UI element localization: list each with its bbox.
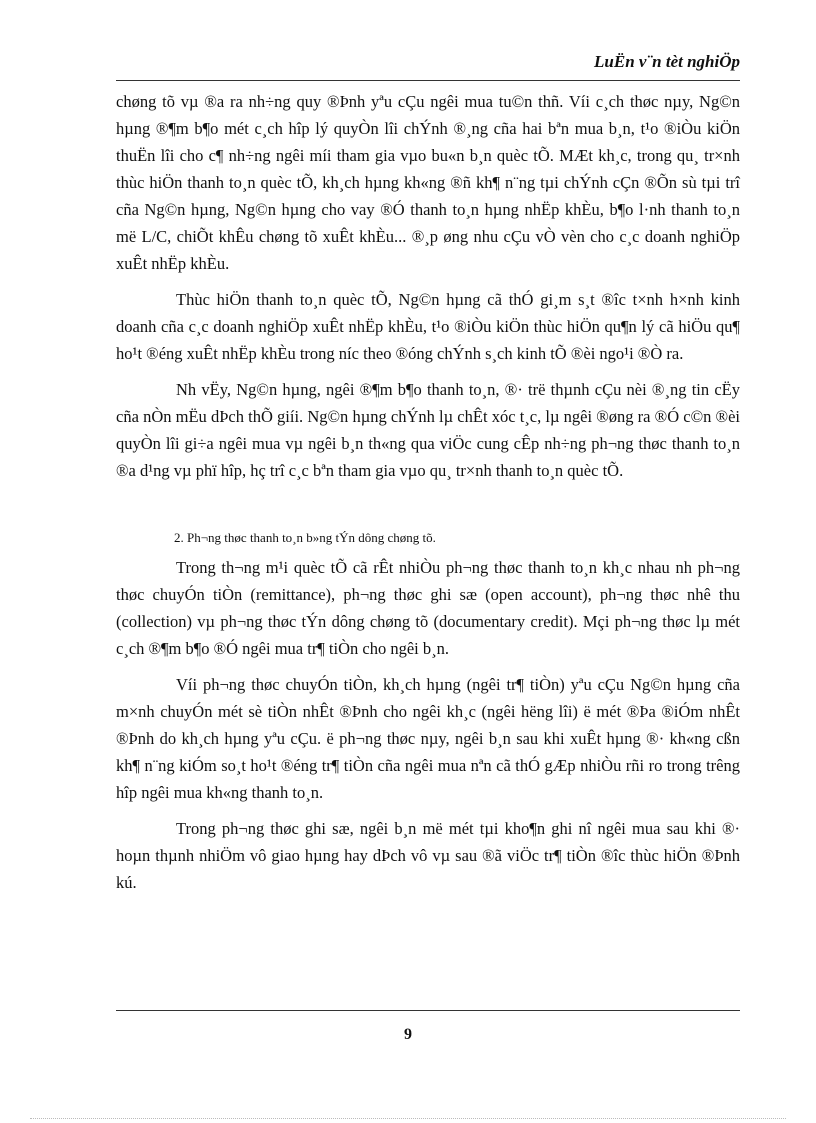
- header-rule: [116, 80, 740, 81]
- section-heading: 2. Ph¬ng thøc thanh to¸n b»ng tÝn dông chøng tõ.: [174, 530, 436, 545]
- page-edge-dotted-line: [30, 1118, 786, 1119]
- paragraph: Nh vËy, Ng©n hµng, ngêi ®¶m b¶o thanh to¸n, ®· trë thµnh cÇu nèi ®¸ng tin cËy cña nÒn mËu dÞch thÕ giíi. Ng©n hµng chÝnh lµ chÊt xóc t¸c, lµ ngêi ®øng ra ®Ó c©n ®èi quyÒn lîi gi÷a ngêi mua vµ ngêi b¸n th«ng qua viÖc cung cÊp nh÷ng ph¬ng thøc thanh to¸n ®a d¹ng vµ phï hîp, hç trî c¸c bªn tham gia vµo qu¸ tr×nh thanh to¸n quèc tÕ.: [116, 380, 740, 480]
- paragraph: Trong th¬ng m¹i quèc tÕ cã rÊt nhiÒu ph¬ng thøc thanh to¸n kh¸c nhau nh ph¬ng thøc chuyÓn tiÒn (remittance), ph¬ng thøc ghi sæ (open account), ph¬ng thøc nhê thu (collection) vµ ph¬ng thøc tÝn dông chøng tõ (documentary credit). Mçi ph¬ng thøc lµ mét c¸ch ®¶m b¶o ®Ó ngêi mua tr¶ tiÒn cho ngêi b¸n.: [116, 558, 740, 658]
- running-header: LuËn v¨n tèt nghiÖp: [594, 52, 740, 71]
- paragraph: Thùc hiÖn thanh to¸n quèc tÕ, Ng©n hµng cã thÓ gi¸m s¸t ®îc t×nh h×nh kinh doanh cña c¸c doanh nghiÖp xuÊt nhËp khÈu, t¹o ®iÒu kiÖn thùc hiÖn qu¶n lý cã hiÖu qu¶ ho¹t ®éng xuÊt nhËp khÈu trong níc theo ®óng chÝnh s¸ch kinh tÕ ®èi ngo¹i ®Ò ra.: [116, 290, 740, 363]
- paragraph: chøng tõ vµ ®a ra nh÷ng quy ®Þnh yªu cÇu ngêi mua tu©n thñ. Víi c¸ch thøc nµy, Ng©n hµng ®¶m b¶o mét c¸ch hîp lý quyÒn lîi chÝnh ®¸ng cña hai bªn mua b¸n, t¹o ®iÒu kiÖn thuËn lîi cho c¶ nh÷ng ngêi míi tham gia vµo bu«n b¸n quèc tÕ. MÆt kh¸c, trong qu¸ tr×nh thùc hiÖn thanh to¸n quèc tÕ, kh¸ch hµng kh«ng ®ñ kh¶ n¨ng tµi chÝnh cÇn ®Õn sù tµi trî cña Ng©n hµng, Ng©n hµng cho vay ®Ó thanh to¸n hµng nhËp khÈu, b¶o l·nh thanh to¸n më L/C, chiÕt khÊu chøng tõ xuÊt khÈu... ®¸p øng nhu cÇu vÒ vèn cho c¸c doanh nghiÖp xuÊt nhËp khÈu.: [116, 92, 740, 273]
- footer-rule: [116, 1010, 740, 1011]
- paragraph: Víi ph¬ng thøc chuyÓn tiÒn, kh¸ch hµng (ngêi tr¶ tiÒn) yªu cÇu Ng©n hµng cña m×nh chuyÓn mét sè tiÒn nhÊt ®Þnh cho ngêi kh¸c (ngêi hëng lîi) ë mét ®Þa ®iÓm nhÊt ®Þnh do kh¸ch hµng yªu cÇu. ë ph¬ng thøc nµy, ngêi b¸n sau khi xuÊt hµng ®· kh«ng cßn kh¶ n¨ng kiÓm so¸t ho¹t ®éng tr¶ tiÒn cña ngêi mua nªn cã thÓ gÆp nhiÒu rñi ro trong trêng hîp ngêi mua kh«ng thanh to¸n.: [116, 675, 740, 802]
- page-number: 9: [404, 1026, 412, 1043]
- page-body: [116, 88, 740, 905]
- paragraph: Trong ph¬ng thøc ghi sæ, ngêi b¸n më mét tµi kho¶n ghi nî ngêi mua sau khi ®· hoµn thµnh nhiÖm vô giao hµng hay dÞch vô vµ sau ®ã viÖc tr¶ tiÒn ®îc thùc hiÖn ®Þnh kú.: [116, 819, 740, 892]
